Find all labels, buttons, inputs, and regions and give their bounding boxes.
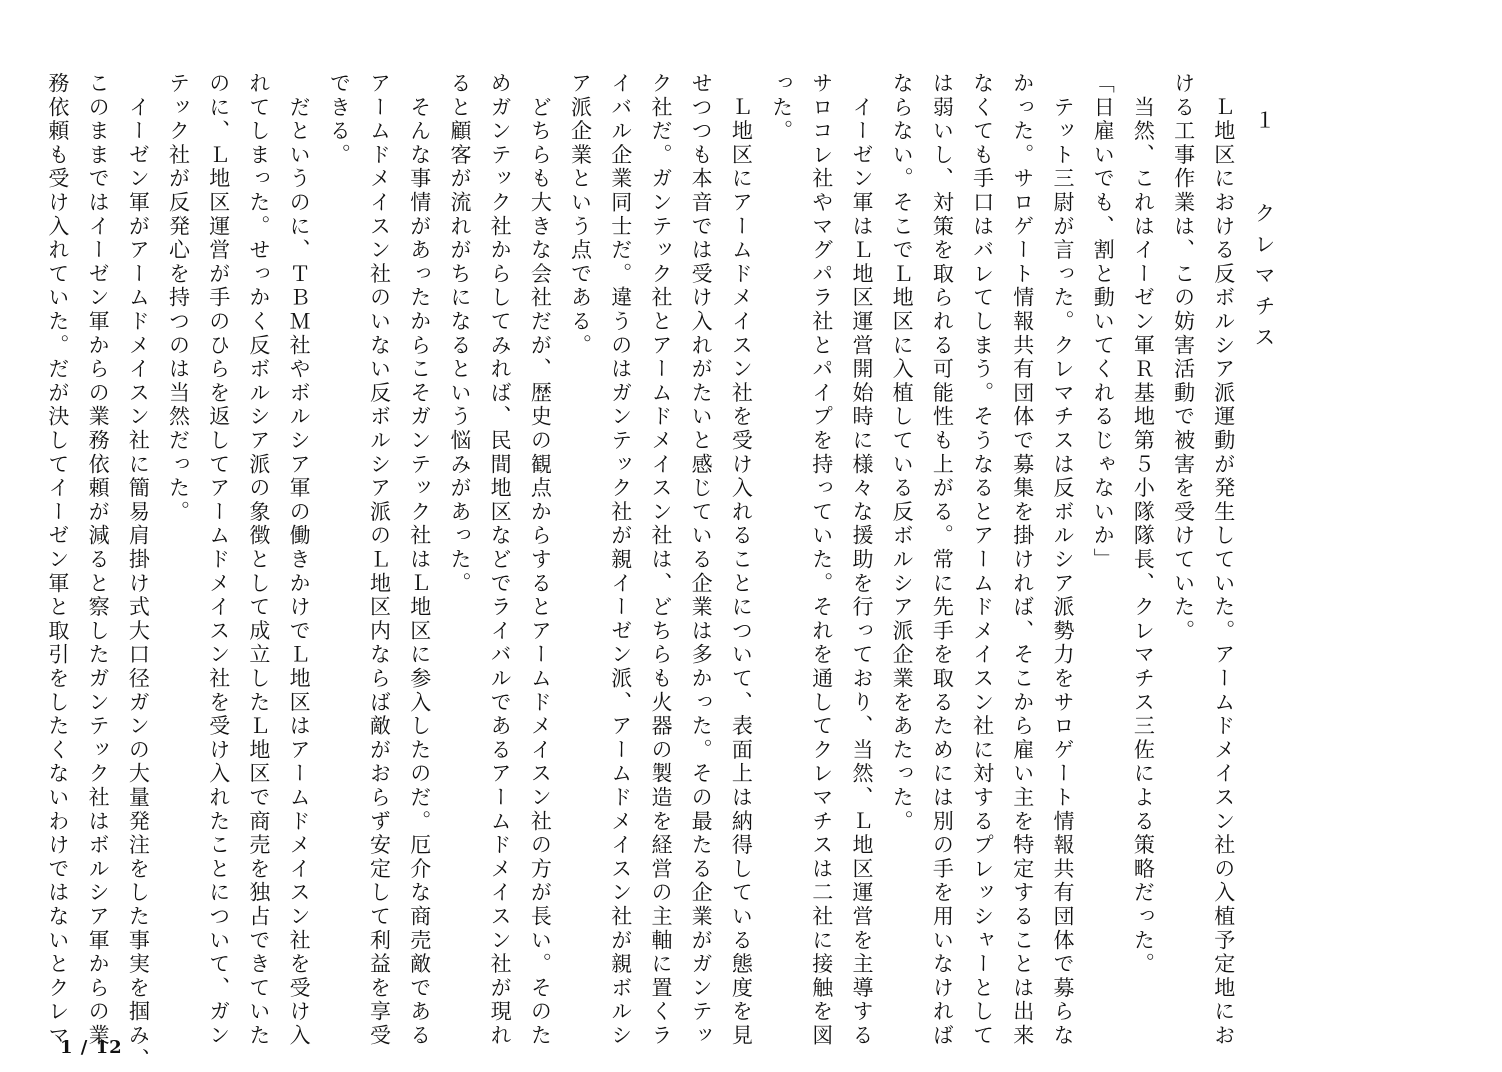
text-line: ける工事作業は、この妨害活動で被害を受けていた。 [1171,72,1196,644]
text-line: アームドメイスン社のいない反ボルシア派のＬ地区内ならば敵がおらず安定して利益を享受 [367,72,392,1048]
text-line: は弱いし、対策を取られる可能性も上がる。常に先手を取るためには別の手を用いなければ [930,72,955,1048]
text-line: れてしまった。せっかく反ボルシア派の象徴として成立したＬ地区で商売を独占できていた [246,72,271,1048]
text-line: Ｌ地区における反ボルシア派運動が発生していた。アームドメイスン社の入植予定地にお [1211,72,1236,1048]
text-line: このままではイーゼン軍からの業務依頼が減ると察したガンテック社はボルシア軍からの業 [86,72,111,1048]
text-line: かった。サロゲート情報共有団体で募集を掛ければ、そこから雇い主を特定することは出来 [1010,72,1035,1048]
text-line: なくても手口はバレてしまう。そうなるとアームドメイスン社に対するプレッシャーとして [970,72,995,1048]
chapter-heading: １ クレマチス [1252,78,1276,357]
text-line: サロコレ社やマグパラ社とパイプを持っていた。それを通してクレマチスは二社に接触を図 [809,72,834,1048]
text-line: どちらも大きな会社だが、歴史の観点からするとアームドメイスン社の方が長い。そのた [528,72,553,1048]
text-line: せつつも本音では受け入れがたいと感じている企業は多かった。その最たる企業がガンテッ [689,72,714,1048]
text-line: イーゼン軍がアームドメイスン社に簡易肩掛け式大口径ガンの大量発注をした事実を掴み、 [126,72,151,1072]
text-line: 「日雇いでも、割と動いてくれるじゃないか」 [1091,72,1116,572]
text-line: のに、Ｌ地区運営が手のひらを返してアームドメイスン社を受け入れたことについて、ガン [206,72,231,1048]
text-line: ア派企業という点である。 [568,72,593,358]
text-line: イーゼン軍はＬ地区運営開始時に様々な援助を行っており、当然、Ｌ地区運営を主導する [849,72,874,1048]
text-line: ると顧客が流れがちになるという悩みがあった。 [447,72,472,596]
text-line: テット三尉が言った。クレマチスは反ボルシア派勢力をサロゲート情報共有団体で募らな [1050,72,1075,1048]
text-line: だというのに、ＴＢＭ社やボルシア軍の働きかけでＬ地区はアームドメイスン社を受け入 [287,72,312,1048]
text-line: そんな事情があったからこそガンテック社はＬ地区に参入したのだ。厄介な商売敵である [407,72,432,1048]
text-line: った。 [769,72,794,144]
text-line: ク社だ。ガンテック社とアームドメイスン社は、どちらも火器の製造を経営の主軸に置くラ [648,72,673,1048]
text-line: 当然、これはイーゼン軍Ｒ基地第５小隊隊長、クレマチス三佐による策略だった。 [1131,72,1156,977]
text-line: Ｌ地区にアームドメイスン社を受け入れることについて、表面上は納得している態度を見 [729,72,754,1048]
text-line: めガンテック社からしてみれば、民間地区などでライバルであるアームドメイスン社が現れ [488,72,513,1048]
text-line: イバル企業同士だ。違うのはガンテック社が親イーゼン派、アームドメイスン社が親ボルシ [608,72,633,1048]
text-line: テック社が反発心を持つのは当然だった。 [166,72,191,525]
page-indicator: 1 / 12 [60,1037,123,1058]
text-line: できる。 [327,72,352,168]
text-line: 務依頼も受け入れていた。だが決してイーゼン軍と取引をしたくないわけではないとクレマ [45,72,70,1048]
text-line: ならない。そこでＬ地区に入植している反ボルシア派企業をあたった。 [890,72,915,834]
